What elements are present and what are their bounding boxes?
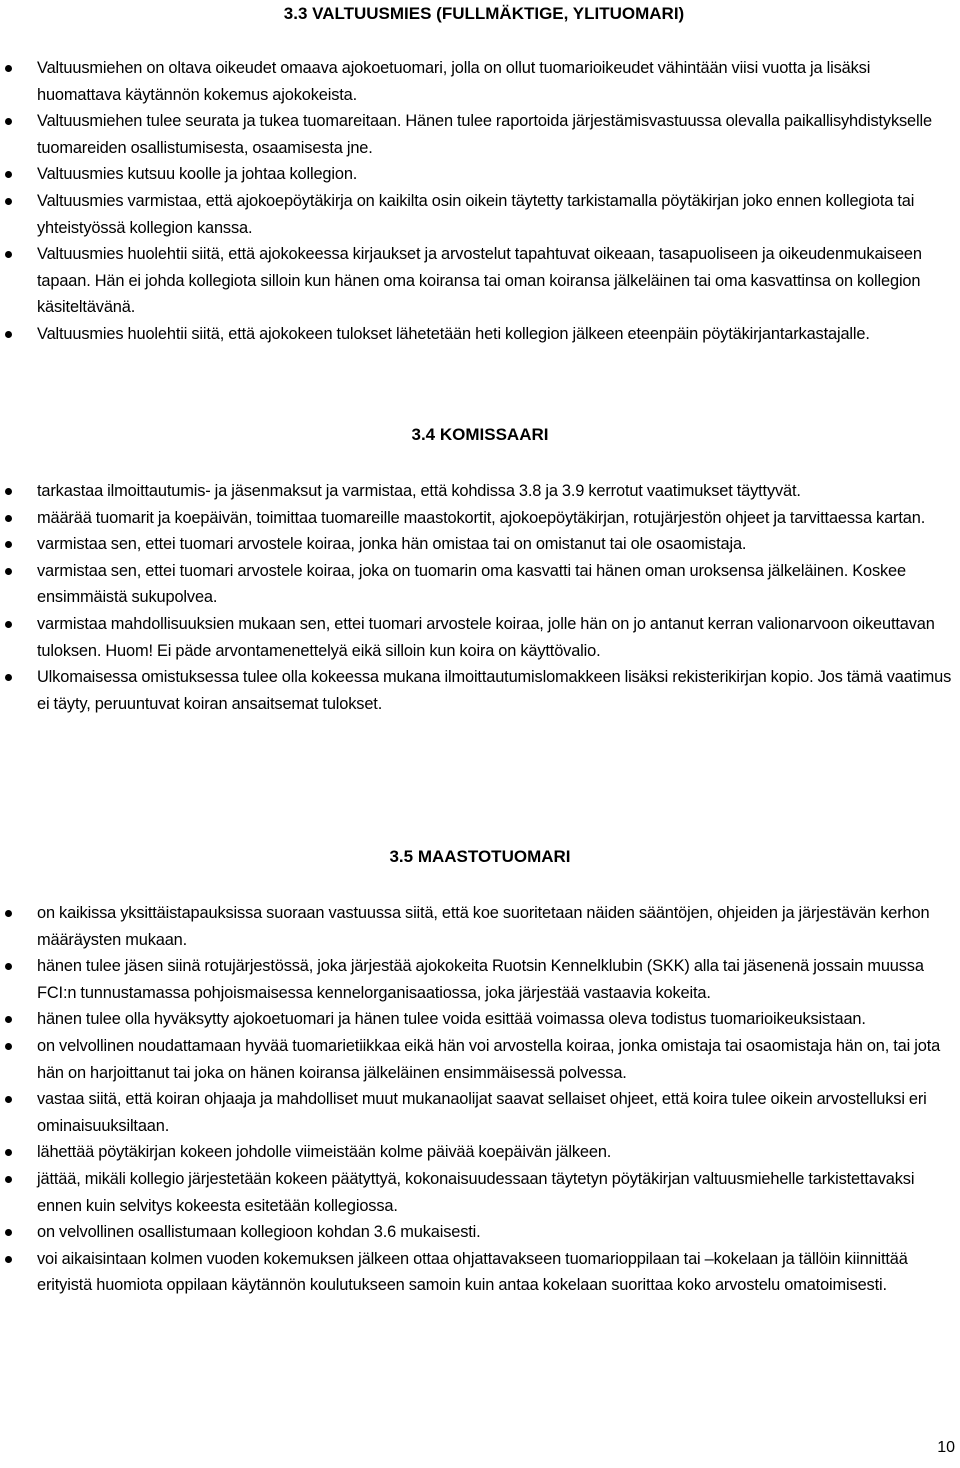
list-item: hänen tulee olla hyväksytty ajokoetuomari ja hänen tulee voida esittää voimassa oleva todistus tuomarioikeuksistaan. (0, 1006, 960, 1033)
section-heading-maastotuomari: 3.5 MAASTOTUOMARI (389, 847, 571, 866)
list-item: varmistaa mahdollisuuksien mukaan sen, ettei tuomari arvostele koiraa, jolle hän on jo antanut kerran valionarvoon oikeuttavan tuloksen. Huom! Ei päde arvontamenettelyä eikä silloin kun koira on käyttövalio. (0, 611, 960, 664)
page-number: 10 (937, 1439, 955, 1456)
valtuusmies-duties-list (0, 55, 960, 348)
list-item: varmistaa sen, ettei tuomari arvostele koiraa, joka on tuomarin oma kasvatti tai hänen oman uroksensa jälkeläinen. Koskee ensimmäistä sukupolvea. (0, 558, 960, 611)
list-item: varmistaa sen, ettei tuomari arvostele koiraa, jonka hän omistaa tai on omistanut tai ole osaomistaja. (0, 531, 960, 558)
list-item: on velvollinen noudattamaan hyvää tuomarietiikkaa eikä hän voi arvostella koiraa, jonka omistaja tai osaomistaja hän on, tai jota hän on harjoittanut tai joka on hänen koiransa jälkeläinen ensimmäisessä polvessa. (0, 1033, 960, 1086)
list-item: tarkastaa ilmoittautumis- ja jäsenmaksut ja varmistaa, että kohdissa 3.8 ja 3.9 kerrotut vaatimukset täyttyvät. (0, 478, 960, 505)
section-heading-valtuusmies: 3.3 VALTUUSMIES (FULLMÄKTIGE, YLITUOMARI) (283, 4, 685, 23)
list-item: lähettää pöytäkirjan kokeen johdolle viimeistään kolme päivää koepäivän jälkeen. (0, 1139, 960, 1166)
maastotuomari-duties-list (0, 900, 960, 1299)
list-item: on kaikissa yksittäistapauksissa suoraan vastuussa siitä, että koe suoritetaan näiden sääntöjen, ohjeiden ja järjestävän kerhon määräysten mukaan. (0, 900, 960, 953)
list-item: Valtuusmies huolehtii siitä, että ajokokeen tulokset lähetetään heti kollegion jälkeen eteenpäin pöytäkirjantarkastajalle. (0, 321, 960, 348)
list-item: on velvollinen osallistumaan kollegioon kohdan 3.6 mukaisesti. (0, 1219, 960, 1246)
list-item: määrää tuomarit ja koepäivän, toimittaa tuomareille maastokortit, ajokoepöytäkirjan, rotujärjestön ohjeet ja tarvittaessa kartan. (0, 505, 960, 532)
list-item: Valtuusmies kutsuu koolle ja johtaa kollegion. (0, 161, 960, 188)
list-item: Valtuusmiehen on oltava oikeudet omaava ajokoetuomari, jolla on ollut tuomarioikeudet vähintään viisi vuotta ja lisäksi huomattava käytännön kokemus ajokokeista. (0, 55, 960, 108)
list-item: vastaa siitä, että koiran ohjaaja ja mahdolliset muut mukanaolijat saavat sellaiset ohjeet, että koira tulee oikein arvostelluksi eri ominaisuuksiltaan. (0, 1086, 960, 1139)
section-heading-komissaari: 3.4 KOMISSAARI (411, 425, 549, 444)
list-item: hänen tulee jäsen siinä rotujärjestössä, joka järjestää ajokokeita Ruotsin Kennelklubin (SKK) alla tai jäsenenä jossain muussa FCI:n tunnustamassa pohjoismaisessa kennelorganisaatiossa, joka järjestää vastaavia kokeita. (0, 953, 960, 1006)
list-item: jättää, mikäli kollegio järjestetään kokeen päätyttyä, kokonaisuudessaan täytetyn pöytäkirjan valtuusmiehelle tarkistettavaksi ennen kuin selvitys kokeesta esitetään kollegiossa. (0, 1166, 960, 1219)
list-item: voi aikaisintaan kolmen vuoden kokemuksen jälkeen ottaa ohjattavakseen tuomarioppilaan tai –kokelaan ja tällöin kiinnittää erityistä huomiota oppilaan käytännön koulutukseen samoin kuin antaa kokelaan suorittaa koko arvostelu omatoimisesti. (0, 1246, 960, 1299)
list-item: Valtuusmiehen tulee seurata ja tukea tuomareitaan. Hänen tulee raportoida järjestämisvastuussa olevalla paikallisyhdistykselle tuomareiden osallistumisesta, osaamisesta jne. (0, 108, 960, 161)
list-item: Ulkomaisessa omistuksessa tulee olla kokeessa mukana ilmoittautumislomakkeen lisäksi rekisterikirjan kopio. Jos tämä vaatimus ei täyty, peruuntuvat koiran ansaitsemat tulokset. (0, 664, 960, 717)
komissaari-duties-list (0, 478, 960, 717)
list-item: Valtuusmies huolehtii siitä, että ajokokeessa kirjaukset ja arvostelut tapahtuvat oikeaan, tasapuoliseen ja oikeudenmukaiseen tapaan. Hän ei johda kollegiota silloin kun hänen oma koiransa tai oman koiransa jälkeläinen tai oma kasvattinsa on kollegion käsiteltävänä. (0, 241, 960, 321)
list-item: Valtuusmies varmistaa, että ajokoepöytäkirja on kaikilta osin oikein täytetty tarkistamalla pöytäkirjan joko ennen kollegiota tai yhteistyössä kollegion kanssa. (0, 188, 960, 241)
